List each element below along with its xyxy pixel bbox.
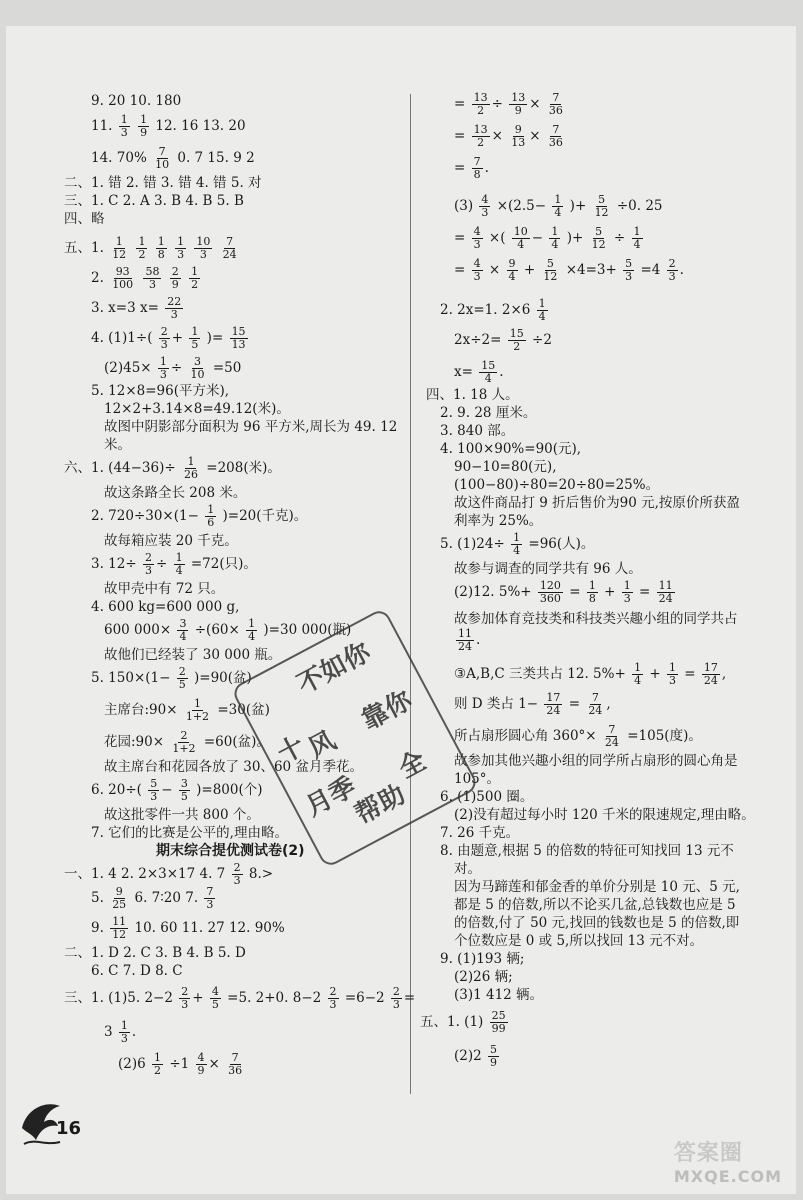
- answer-line: 3 $\frac{1}{3}$ .: [104, 1019, 137, 1045]
- answer-line: 4. 600 kg=600 000 g,: [91, 599, 240, 615]
- stamp-text: 助: [373, 779, 411, 819]
- answer-line: 6. 20÷( $\frac{5}{3}$ − $\frac{3}{5}$ )=800(个): [91, 777, 263, 803]
- answer-line: 故参加体育竞技类和科技类兴趣小组的同学共占: [454, 611, 738, 627]
- answer-line: 故这条路全长 208 米。: [104, 485, 247, 501]
- answer-line: 五、1. (1) $\frac{25}{99}$: [420, 1009, 506, 1035]
- answer-line: 所占扇形圆心角 360°× $\frac{7}{24}$ =105(度)。: [454, 723, 702, 749]
- answer-line: 则 D 类占 1− $\frac{17}{24}$ = $\frac{7}{24}$ ,: [454, 691, 611, 717]
- answer-line: 3. 840 部。: [440, 423, 515, 439]
- answer-line: 故甲壳中有 72 只。: [104, 581, 225, 597]
- answer-line: 2. $\frac{93}{100}$ $\frac{58}{3}$ $\frac{2}{9}$ $\frac{1}{2}$: [91, 265, 199, 291]
- answer-line: 5. $\frac{9}{25}$ 6. 7∶20 7. $\frac{7}{3}$: [91, 885, 214, 911]
- answer-line: 故图中阴影部分面积为 96 平方米,周长为 49. 12: [104, 419, 398, 435]
- answer-line: 主席台:90× $\frac{1}{1+2}$ =30(盆): [104, 697, 270, 723]
- section-title: 期末综合提优测试卷(2): [156, 843, 305, 859]
- answer-line: = $\frac{4}{3}$ ×( $\frac{10}{4}$ − $\frac{1}{4}$ )+ $\frac{5}{12}$ ÷ $\frac{1}{4}$: [454, 225, 641, 251]
- answer-line: 故每箱应装 20 千克。: [104, 533, 238, 549]
- watermark-url: MXQE.COM: [673, 1167, 782, 1186]
- answer-line: (100−80)÷80=20÷80=25%。: [454, 477, 660, 493]
- answer-line: (2)12. 5%+ $\frac{120}{360}$ = $\frac{1}{8}$ + $\frac{1}{3}$ = $\frac{11}{24}$: [454, 579, 673, 605]
- column-divider: [410, 94, 411, 1094]
- answer-line: (2)6 $\frac{1}{2}$ ÷1 $\frac{4}{9}$ × $\frac{7}{36}$: [118, 1051, 243, 1077]
- stamp-text: 十: [272, 730, 310, 770]
- stamp-text: 月季: [300, 771, 361, 823]
- answer-line: 9. (1)193 辆;: [440, 951, 525, 967]
- answer-line: 9. $\frac{11}{12}$ 10. 60 11. 27 12. 90%: [91, 915, 285, 941]
- answer-line: 6. C 7. D 8. C: [91, 963, 183, 979]
- answer-page: [6, 26, 796, 1194]
- answer-line: 5. 12×8=96(平方米),: [91, 383, 230, 399]
- answer-line: 故这件商品打 9 折后售价为90 元,按原价所获盈: [454, 495, 740, 511]
- page-number: 16: [56, 1118, 82, 1139]
- answer-line: 8. 由题意,根据 5 的倍数的特征可知找回 13 元不: [440, 843, 734, 859]
- answer-line: 3. x=3 x= $\frac{22}{3}$: [91, 295, 182, 321]
- answer-line: 2x÷2= $\frac{15}{2}$ ÷2: [454, 327, 552, 353]
- answer-line: 6. (1)500 圈。: [440, 789, 534, 805]
- answer-line: 利率为 25%。: [454, 513, 543, 529]
- answer-line: 4. 100×90%=90(元),: [440, 441, 582, 457]
- answer-line: 故主席台和花园各放了 30、60 盆月季花。: [104, 759, 363, 775]
- answer-line: (2)45× $\frac{1}{3}$ ÷ $\frac{3}{10}$ =50: [104, 355, 242, 381]
- stamp-text: 不如你: [292, 637, 376, 701]
- answer-line: x= $\frac{15}{4}$ .: [454, 359, 504, 385]
- answer-line: ③A,B,C 三类共占 12. 5%+ $\frac{1}{4}$ + $\frac{1}{3}$ = $\frac{17}{24}$ ,: [454, 661, 727, 687]
- answer-line: 7. 26 千克。: [440, 825, 520, 841]
- answer-line: 2. 9. 28 厘米。: [440, 405, 537, 421]
- answer-line: = $\frac{4}{3}$ × $\frac{9}{4}$ + $\frac{5}{12}$ ×4=3+ $\frac{5}{3}$ =4 $\frac{2}{3}$ .: [454, 257, 684, 283]
- answer-line: 故参加其他兴趣小组的同学所占扇形的圆心角是: [454, 753, 738, 769]
- answer-line: 个位数应是 0 或 5,所以找回 13 元不对。: [454, 933, 704, 949]
- answer-line: 一、1. 4 2. 2×3×17 4. 7 $\frac{2}{3}$ 8.>: [64, 861, 274, 887]
- answer-line: 的倍数,付了 50 元,找回的钱数也是 5 的倍数,即: [454, 915, 740, 931]
- answer-line: $\frac{11}{24}$ .: [458, 627, 481, 653]
- answer-line: 因为马蹄莲和郁金香的单价分别是 10 元、5 元,: [454, 879, 740, 895]
- answer-line: 四、1. 18 人。: [426, 387, 519, 403]
- answer-line: 90−10=80(元),: [454, 459, 557, 475]
- answer-line: 7. 它们的比赛是公平的,理由略。: [91, 825, 288, 841]
- answer-line: 2. 720÷30×(1− $\frac{1}{6}$ )=20(千克)。: [91, 503, 308, 529]
- answer-line: 二、1. 错 2. 错 3. 错 4. 错 5. 对: [64, 175, 262, 191]
- answer-line: (2)2 $\frac{5}{9}$: [454, 1043, 498, 1069]
- answer-line: 9. 20 10. 180: [91, 93, 182, 109]
- answer-line: 三、1. C 2. A 3. B 4. B 5. B: [64, 193, 244, 209]
- answer-line: 3. 12÷ $\frac{2}{3}$ ÷ $\frac{1}{4}$ =72(只)。: [91, 551, 257, 577]
- answer-line: 105°。: [454, 771, 501, 787]
- answer-line: 对。: [454, 861, 481, 877]
- answer-line: 5. 150×(1− $\frac{2}{5}$ )=90(盆): [91, 665, 252, 691]
- answer-line: 三、1. (1)5. 2−2 $\frac{2}{3}$ + $\frac{4}{5}$ =5. 2+0. 8−2 $\frac{2}{3}$ =6−2 $\frac{2}{3}$ =: [64, 985, 416, 1011]
- answer-line: 二、1. D 2. C 3. B 4. B 5. D: [64, 945, 246, 961]
- answer-line: = $\frac{13}{2}$ × $\frac{9}{13}$ × $\frac{7}{36}$: [454, 123, 563, 149]
- stamp-text: 全: [393, 745, 432, 785]
- answer-line: 600 000× $\frac{3}{4}$ ÷(60× $\frac{1}{4}$ )=30 000(瓶): [104, 617, 352, 643]
- answer-line: (2)26 辆;: [454, 969, 513, 985]
- answer-line: 花园:90× $\frac{2}{1+2}$ =60(盆)。: [104, 729, 270, 755]
- answer-line: 故他们已经装了 30 000 瓶。: [104, 647, 282, 663]
- watermark-text: 答案圈: [673, 1141, 743, 1166]
- answer-line: 米。: [104, 437, 131, 453]
- answer-line: 14. 70% $\frac{7}{10}$ 0. 7 15. 9 2: [91, 145, 255, 171]
- answer-line: 2. 2x=1. 2×6 $\frac{1}{4}$: [440, 297, 546, 323]
- stamp-text: 靠你: [356, 685, 417, 737]
- answer-line: 11. $\frac{1}{3}$ $\frac{1}{9}$ 12. 16 13. 20: [91, 113, 246, 139]
- answer-line: 12×2+3.14×8=49.12(米)。: [104, 401, 290, 417]
- answer-line: 五、1. $\frac{1}{12}$ $\frac{1}{2}$ $\frac{1}{8}$ $\frac{1}{3}$ $\frac{10}{3}$ $\frac{7}{24}$: [64, 235, 237, 261]
- stamp-text: 帮: [350, 791, 388, 831]
- answer-line: (3) $\frac{4}{3}$ ×(2.5− $\frac{1}{4}$ )+ $\frac{5}{12}$ ÷0. 25: [454, 193, 663, 219]
- answer-line: 六、1. (44−36)÷ $\frac{1}{26}$ =208(米)。: [64, 455, 281, 481]
- answer-line: 故参与调查的同学共有 96 人。: [454, 561, 642, 577]
- answer-line: 故这批零件一共 800 个。: [104, 807, 260, 823]
- answer-line: (2)没有超过每小时 120 千米的限速规定,理由略。: [454, 807, 755, 823]
- watermark: [674, 1136, 782, 1186]
- answer-line: = $\frac{13}{2}$ ÷ $\frac{13}{9}$ × $\frac{7}{36}$: [454, 91, 563, 117]
- answer-line: = $\frac{7}{8}$ .: [454, 155, 489, 181]
- answer-line: 4. (1)1÷( $\frac{2}{3}$ + $\frac{1}{5}$ )= $\frac{15}{13}$: [91, 325, 246, 351]
- answer-line: 5. (1)24÷ $\frac{1}{4}$ =96(人)。: [440, 531, 595, 557]
- answer-line: 都是 5 的倍数,所以不论买几盆,总钱数也应是 5: [454, 897, 736, 913]
- answer-line: (3)1 412 辆。: [454, 987, 544, 1003]
- stamp-text: 风: [304, 725, 342, 765]
- answer-line: 四、略: [64, 211, 105, 227]
